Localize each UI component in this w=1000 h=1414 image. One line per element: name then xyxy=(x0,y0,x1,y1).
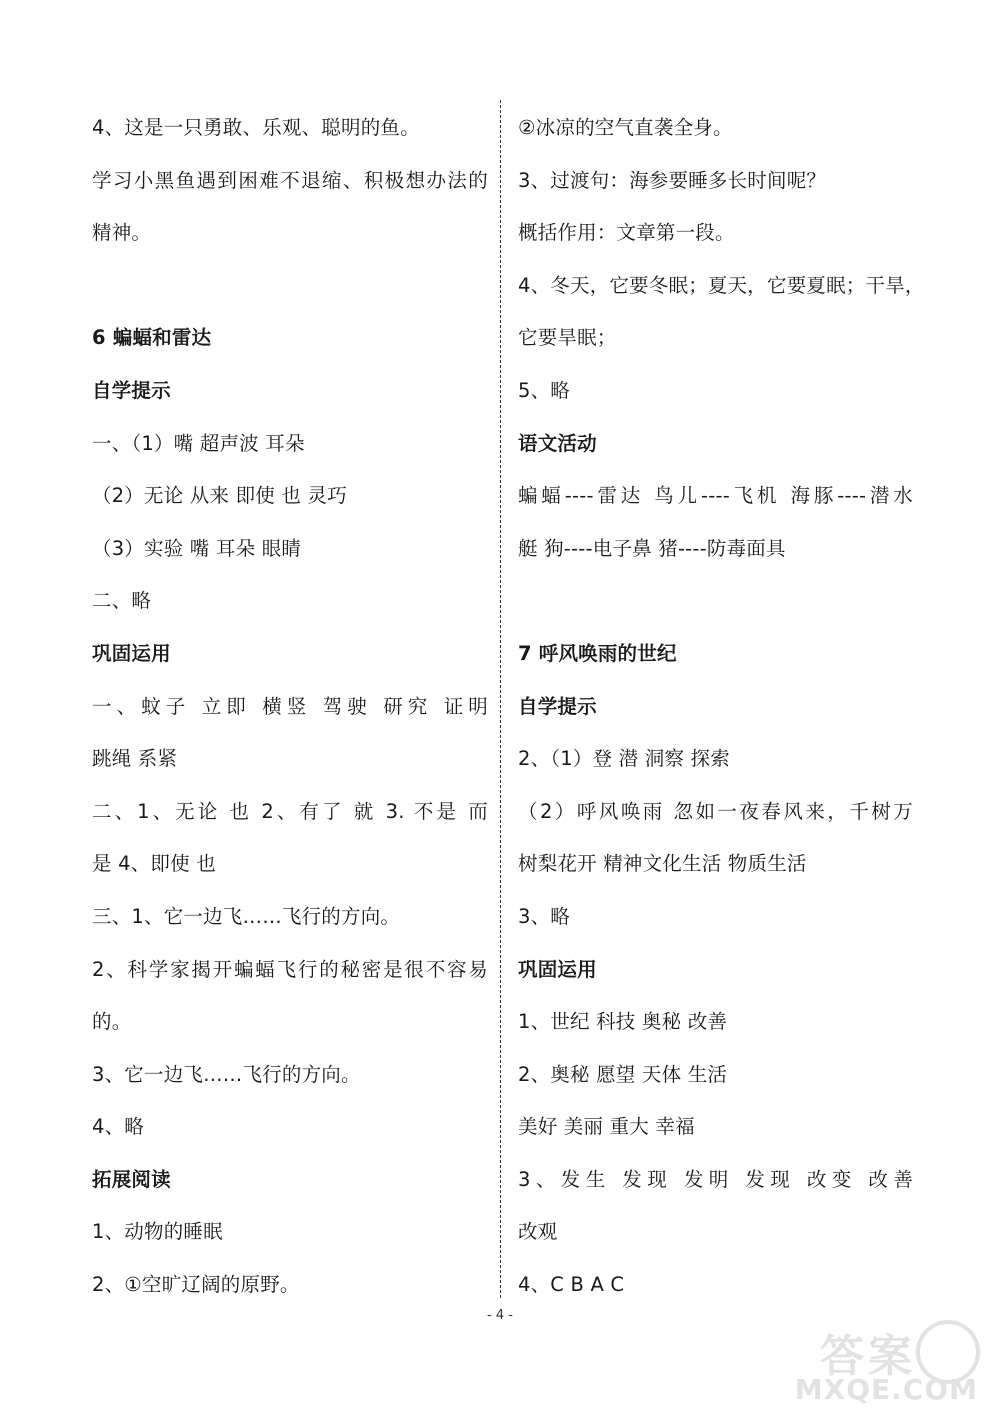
text-line: 3、它一边飞……飞行的方向。 xyxy=(92,1062,361,1086)
text-line: （2）呼风唤雨 忽如一夜春风来，千树万 xyxy=(518,799,913,823)
section-heading: 6 蝙蝠和雷达 xyxy=(92,326,212,350)
section-heading: 7 呼风唤雨的世纪 xyxy=(518,641,677,665)
text-line: 2、①空旷辽阔的原野。 xyxy=(92,1273,300,1297)
text-line: 4、略 xyxy=(92,1115,145,1139)
text-line: ②冰凉的空气直袭全身。 xyxy=(518,116,733,139)
section-heading: 语文活动 xyxy=(518,431,597,455)
text-line: 二、1、无论 也 2、有了 就 3. 不是 而 xyxy=(92,799,488,823)
text-line: 2、奥秘 愿望 天体 生活 xyxy=(518,1062,728,1086)
section-heading: 拓展阅读 xyxy=(92,1167,171,1191)
text-line: 一、（1）嘴 超声波 耳朵 xyxy=(92,431,305,455)
text-line: 2、科学家揭开蝙蝠飞行的秘密是很不容易 xyxy=(92,957,488,981)
column-divider xyxy=(500,100,501,1298)
section-heading: 自学提示 xyxy=(92,378,171,402)
text-line: 概括作用：文章第一段。 xyxy=(518,221,735,245)
text-line: 2、（1）登 潜 洞察 探索 xyxy=(518,747,730,771)
text-line: 美好 美丽 重大 幸福 xyxy=(518,1115,695,1139)
text-line xyxy=(518,575,913,628)
section-heading: 巩固运用 xyxy=(92,641,171,665)
text-line: 蝙蝠----雷达 鸟儿----飞机 海豚----潜水 xyxy=(518,484,913,508)
text-line: 5、略 xyxy=(518,378,571,402)
text-line: 4、冬天，它要冬眠；夏天，它要夏眠；干旱， xyxy=(518,273,925,297)
text-line: 4、C B A C xyxy=(518,1273,625,1297)
text-line: 1、动物的睡眠 xyxy=(92,1220,223,1244)
text-line: （2）无论 从来 即使 也 灵巧 xyxy=(92,484,347,508)
text-line: 它要旱眠； xyxy=(518,326,617,350)
page-number: - 4 - xyxy=(487,1308,513,1323)
text-line: 三、1、它一边飞……飞行的方向。 xyxy=(92,904,401,928)
text-line: 3、略 xyxy=(518,904,571,928)
right-column xyxy=(518,102,925,1312)
watermark-logo xyxy=(686,1318,986,1408)
section-heading: 自学提示 xyxy=(518,694,597,718)
text-line: 1、世纪 科技 奥秘 改善 xyxy=(518,1010,728,1034)
text-line: （3）实验 嘴 耳朵 眼睛 xyxy=(92,536,302,560)
section-heading: 巩固运用 xyxy=(518,957,597,981)
text-line: 是 4、即使 也 xyxy=(92,852,216,876)
text-line xyxy=(92,260,488,313)
text-line: 的。 xyxy=(92,1010,132,1034)
text-line: 4、这是一只勇敢、乐观、聪明的鱼。 xyxy=(92,116,420,139)
text-line: 3、过渡句：海参要睡多长时间呢？ xyxy=(518,168,827,192)
text-line: 改观 xyxy=(518,1220,558,1244)
left-column xyxy=(92,102,488,1312)
text-line: 学习小黑鱼遇到困难不退缩、积极想办法的 xyxy=(92,168,488,192)
text-line: 一、蚊子 立即 横竖 驾驶 研究 证明 xyxy=(92,694,488,718)
text-line: 二、略 xyxy=(92,589,152,613)
text-line: 精神。 xyxy=(92,221,152,245)
watermark-sub: MXQE.COM xyxy=(794,1373,978,1406)
text-line: 3、发生 发现 发明 发现 改变 改善 xyxy=(518,1167,913,1191)
text-line: 艇 狗----电子鼻 猪----防毒面具 xyxy=(518,536,786,560)
text-line: 树梨花开 精神文化生活 物质生活 xyxy=(518,852,807,876)
watermark-main: 答案 xyxy=(820,1331,916,1382)
text-line: 跳绳 系紧 xyxy=(92,747,178,771)
